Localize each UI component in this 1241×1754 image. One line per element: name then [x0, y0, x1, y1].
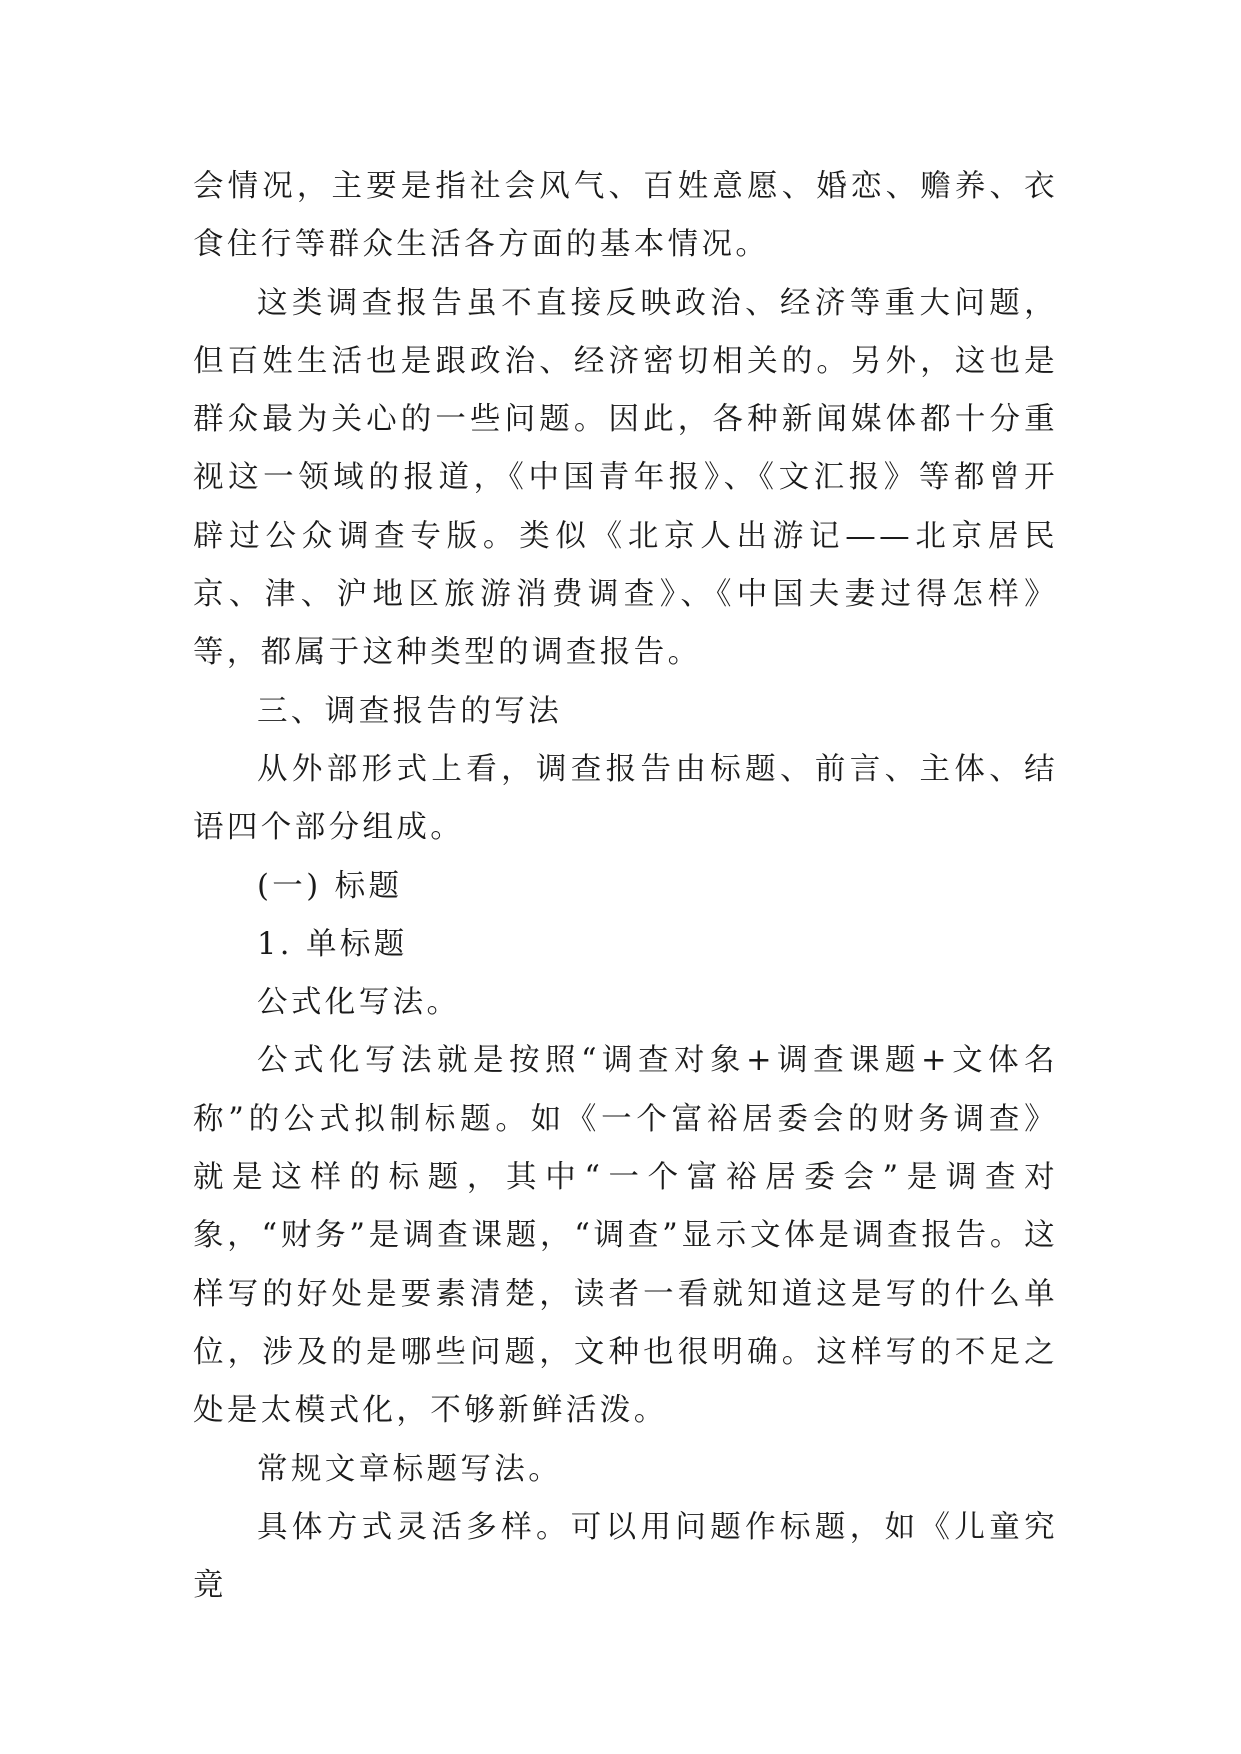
body-paragraph: 从外部形式上看，调查报告由标题、前言、主体、结语四个部分组成。: [193, 751, 1058, 846]
body-paragraph: 会情况，主要是指社会风气、百姓意愿、婚恋、赡养、衣食住行等群众生活各方面的基本情况。: [193, 169, 1058, 263]
section-heading: 三、调查报告的写法: [257, 693, 563, 729]
document-page: [193, 158, 1058, 1615]
body-paragraph: 公式化写法就是按照“调查对象+调查课题+文体名称”的公式拟制标题。如《一个富裕居委会的财务调查》就是这样的标题，其中“一个富裕居委会”是调查对象，“财务”是调查课题，“调查”显示文体是调查报告。这样写的好处是要素清楚，读者一看就知道这是写的什么单位，涉及的是哪些问题，文种也很明确。这样写的不足之处是太模式化，不够新鲜活泼。: [193, 1043, 1058, 1429]
body-paragraph: 这类调查报告虽不直接反映政治、经济等重大问题，但百姓生活也是跟政治、经济密切相关的。另外，这也是群众最为关心的一些问题。因此，各种新闻媒体都十分重视这一领域的报道，《中国青年报》、《文汇报》等都曾开辟过公众调查专版。类似《北京人出游记——北京居民京、津、沪地区旅游消费调查》、《中国夫妻过得怎样》等，都属于这种类型的调查报告。: [193, 285, 1058, 671]
body-paragraph: 常规文章标题写法。: [257, 1451, 563, 1487]
numbered-heading: 1. 单标题: [257, 926, 408, 962]
body-paragraph: 公式化写法。: [257, 985, 461, 1021]
body-paragraph: 具体方式灵活多样。可以用问题作标题，如《儿童究竟: [193, 1509, 1058, 1604]
subsection-heading: (一) 标题: [257, 868, 403, 904]
